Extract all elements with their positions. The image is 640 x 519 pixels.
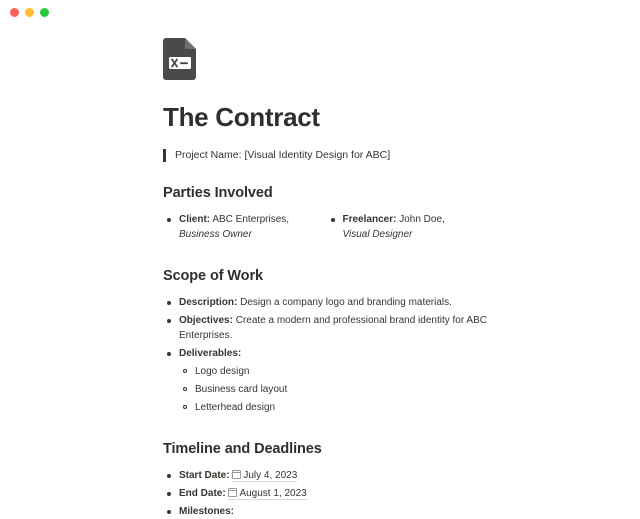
minimize-button[interactable] [25, 8, 34, 17]
end-date-value[interactable]: August 1, 2023 [228, 488, 306, 500]
list-item [327, 212, 491, 242]
list-item [163, 504, 490, 519]
section-heading-timeline: Timeline and Deadlines [163, 441, 322, 457]
close-button[interactable] [10, 8, 19, 17]
client-name: ABC Enterprises, [212, 214, 290, 225]
list-item: Business card layout [179, 382, 490, 397]
scope-objectives-text: Create a modern and professional brand identity for ABC Enterprises. [179, 315, 487, 341]
scope-deliverables-label: Deliverables: [179, 348, 242, 359]
client-label: Client: [179, 214, 211, 225]
document-canvas[interactable] [0, 24, 640, 517]
scope-objectives-label: Objectives: [179, 315, 233, 326]
calendar-icon [228, 488, 237, 497]
list-item: Logo design [179, 364, 490, 379]
list-item [163, 295, 490, 310]
list-item: Letterhead design [179, 400, 490, 415]
document-x-icon[interactable] [163, 38, 197, 80]
end-date-label: End Date: [179, 488, 226, 499]
list-item [163, 212, 327, 242]
start-date-value[interactable]: July 4, 2023 [232, 470, 297, 482]
scope-description-label: Description: [179, 297, 238, 308]
freelancer-name: John Doe, [399, 214, 445, 225]
project-name-callout: Project Name: [Visual Identity Design for ABC] [163, 148, 490, 162]
scope-description-text: Design a company logo and branding materials. [240, 297, 452, 308]
window-titlebar [0, 0, 640, 24]
section-heading-parties: Parties Involved [163, 185, 273, 201]
parties-columns [163, 212, 490, 245]
list-item [163, 313, 490, 343]
section-heading-scope: Scope of Work [163, 268, 263, 284]
page-title: The Contract [163, 102, 320, 132]
scope-list [163, 295, 490, 415]
deliverables-list [179, 364, 490, 415]
zoom-button[interactable] [40, 8, 49, 17]
milestones-label: Milestones: [179, 506, 235, 517]
party-freelancer-column [327, 212, 491, 245]
party-client-column [163, 212, 327, 245]
list-item [163, 468, 490, 483]
freelancer-label: Freelancer: [342, 214, 397, 225]
freelancer-subtitle: Visual Designer [342, 229, 413, 240]
timeline-list [163, 468, 490, 519]
start-date-label: Start Date: [179, 470, 230, 481]
window-controls [10, 8, 49, 17]
list-item [163, 346, 490, 415]
list-item [163, 486, 490, 501]
calendar-icon [232, 470, 241, 479]
client-subtitle: Business Owner [179, 229, 252, 240]
